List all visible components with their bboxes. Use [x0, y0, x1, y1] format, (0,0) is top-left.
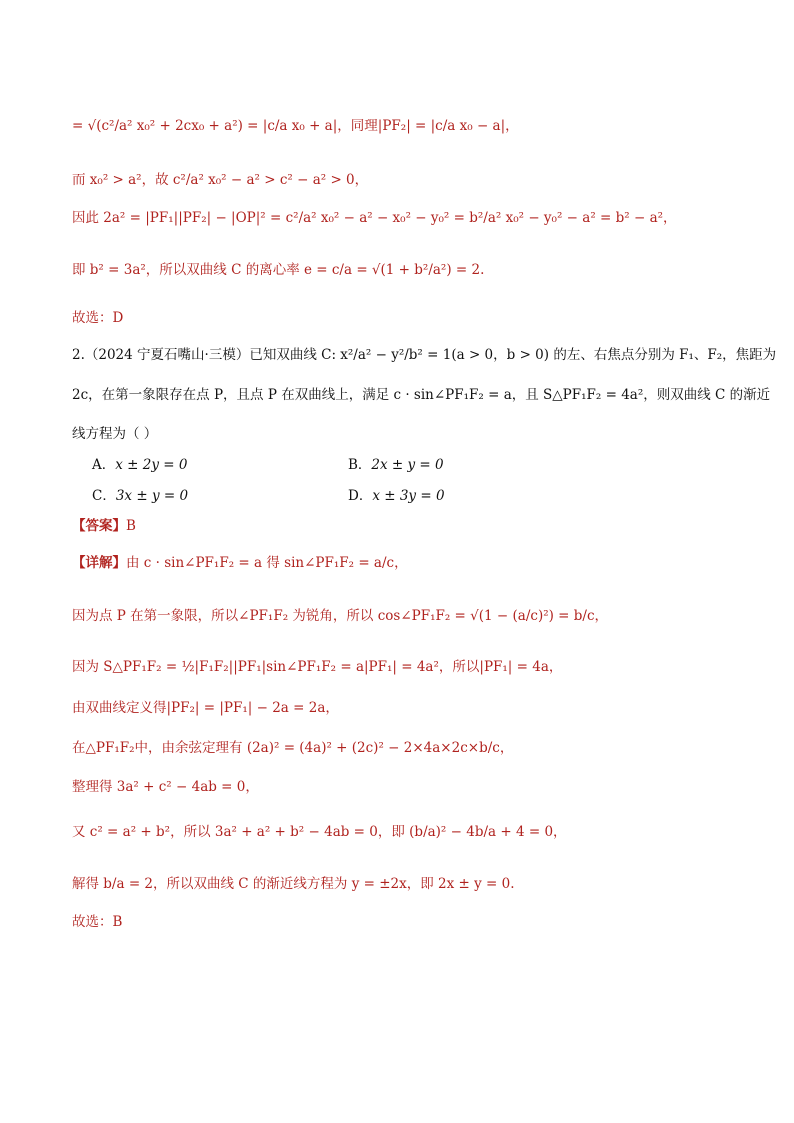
option-c [92, 484, 188, 504]
detail-step-6: 又 c² = a² + b²，所以 3a² + a² + b² − 4ab = 0，即 (b/a)² − 4b/a + 4 = 0， [72, 824, 567, 840]
answer-tag: 【答案】 [72, 518, 126, 534]
option-b-text: 2x ± y = 0 [371, 457, 444, 473]
solution-line-2: 而 x₀² > a²，故 c²/a² x₀² − a² > c² − a² > 0， [72, 172, 369, 188]
option-a [92, 453, 187, 473]
answer-line [72, 516, 136, 536]
detail-step-7: 解得 b/a = 2，所以双曲线 C 的渐近线方程为 y = ±2x，即 2x ± y = 0. [72, 876, 515, 892]
detail-step-2: 因为 S△PF₁F₂ = ½|F₁F₂||PF₁|sin∠PF₁F₂ = a|PF₁| = 4a²，所以|PF₁| = 4a， [72, 659, 563, 675]
detail-step-5: 整理得 3a² + c² − 4ab = 0， [72, 779, 259, 795]
detail-step-3: 由双曲线定义得|PF₂| = |PF₁| − 2a = 2a， [72, 700, 339, 716]
question-2-line-1: 2.（2024 宁夏石嘴山·三模）已知双曲线 C: x²/a² − y²/b² = 1(a > 0，b > 0) 的左、右焦点分别为 F₁、F₂，焦距为 [72, 347, 777, 363]
solution-conclusion-1: 故选：D [72, 310, 124, 326]
detail-first: 由 c · sin∠PF₁F₂ = a 得 sin∠PF₁F₂ = a/c， [126, 555, 408, 571]
solution-line-1: = √(c²/a² x₀² + 2cx₀ + a²) = |c/a x₀ + a|，同理|PF₂| = |c/a x₀ − a|， [72, 118, 519, 134]
option-a-text: x ± 2y = 0 [115, 457, 188, 473]
option-a-label: A． [92, 457, 116, 473]
option-d-label: D． [348, 488, 373, 504]
detail-step-4: 在△PF₁F₂中，由余弦定理有 (2a)² = (4a)² + (2c)² − 2×4a×2c×b/c， [72, 740, 514, 756]
option-c-label: C． [92, 488, 116, 504]
option-d [348, 484, 445, 504]
detail-line-1 [72, 553, 408, 573]
option-b [348, 453, 444, 473]
detail-tag: 【详解】 [72, 555, 126, 571]
question-2-line-3: 线方程为（ ） [72, 426, 158, 442]
solution-line-4: 即 b² = 3a²，所以双曲线 C 的离心率 e = c/a = √(1 + b²/a²) = 2. [72, 262, 485, 278]
question-2-line-2: 2c，在第一象限存在点 P，且点 P 在双曲线上，满足 c · sin∠PF₁F₂ = a，且 S△PF₁F₂ = 4a²，则双曲线 C 的渐近 [72, 387, 771, 403]
option-b-label: B． [348, 457, 372, 473]
option-d-text: x ± 3y = 0 [372, 488, 445, 504]
answer-value: B [126, 518, 136, 534]
detail-step-1: 因为点 P 在第一象限，所以∠PF₁F₂ 为锐角，所以 cos∠PF₁F₂ = √(1 − (a/c)²) = b/c， [72, 608, 609, 624]
solution-line-3: 因此 2a² = |PF₁||PF₂| − |OP|² = c²/a² x₀² − a² − x₀² − y₀² = b²/a² x₀² − y₀² − a² = b² − a²， [72, 210, 677, 226]
option-c-text: 3x ± y = 0 [115, 488, 189, 504]
detail-conclusion: 故选：B [72, 914, 123, 930]
